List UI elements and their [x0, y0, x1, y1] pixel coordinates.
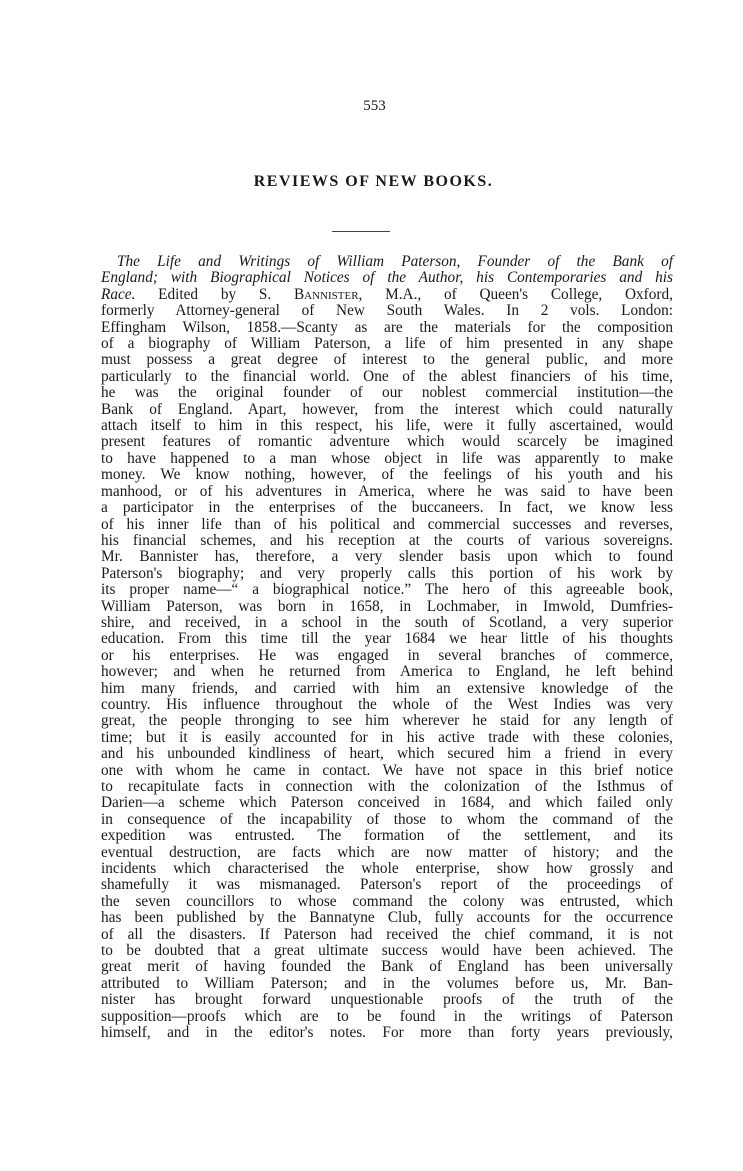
- text-line: [101, 287, 673, 303]
- text-line: [101, 631, 673, 647]
- book-title-italic: England; with Biographical Notices of the Author, his Contemporaries and his: [101, 269, 673, 287]
- text-line: [101, 877, 673, 893]
- text-line: [101, 533, 673, 549]
- text-run: money. We know nothing, however, of the feelings of his youth and his: [101, 466, 673, 484]
- text-run: one with whom he came in contact. We have not space in this brief notice: [101, 761, 673, 779]
- section-heading: REVIEWS OF NEW BOOKS.: [253, 173, 494, 190]
- text-run: great, the people thronging to see him wherever he staid for any length of: [101, 712, 673, 730]
- text-line: [101, 549, 673, 565]
- text-run: to have happened to a man whose object in life was apparently to make: [101, 449, 673, 467]
- text-line: [101, 434, 673, 450]
- text-run: of his inner life than of his political and commercial successes and reverses,: [101, 515, 673, 533]
- text-line: [101, 615, 673, 631]
- text-line: [101, 812, 673, 828]
- text-line: [101, 697, 673, 713]
- text-run: present features of romantic adventure which would scarcely be imagined: [101, 433, 673, 451]
- text-line: [101, 336, 673, 352]
- text-line: [101, 582, 673, 598]
- text-run: expedition was entrusted. The formation of the settlement, and its: [101, 827, 673, 845]
- text-run: Mr. Bannister has, therefore, a very slender basis upon which to found: [101, 548, 673, 566]
- review-body-text: [101, 254, 673, 1042]
- text-run: its proper name—“ a biographical notice.” The hero of this agreeable book,: [101, 581, 673, 599]
- text-line: [101, 402, 673, 418]
- text-line: [101, 451, 673, 467]
- text-line: [101, 713, 673, 729]
- text-line: [101, 484, 673, 500]
- text-run: he was the original founder of our noblest commercial institution—the: [101, 384, 673, 402]
- text-run: William Paterson, was born in 1658, in Lochmaber, in Imwold, Dumfries-: [101, 597, 673, 615]
- text-run: the seven councillors to whose command the colony was entrusted, which: [101, 892, 673, 910]
- text-run: supposition—proofs which are to be found in the writings of Paterson: [101, 1007, 673, 1025]
- text-line: [101, 517, 673, 533]
- divider-rule: [332, 231, 390, 232]
- text-run: to be doubted that a great ultimate success would have been achieved. The: [101, 942, 673, 960]
- text-line: [101, 500, 673, 516]
- book-title-italic: Race.: [101, 285, 136, 303]
- text-line: [101, 959, 673, 975]
- text-line: [101, 648, 673, 664]
- text-run: formerly Attorney-general of New South Wales. In 2 vols. London:: [101, 302, 673, 320]
- text-run: of a biography of William Paterson, a life of him presented in any shape: [101, 335, 673, 353]
- text-line: [101, 943, 673, 959]
- text-run: Paterson's biography; and very properly calls this portion of his work by: [101, 564, 673, 582]
- text-line: [101, 369, 673, 385]
- text-line: [101, 320, 673, 336]
- text-line: [101, 1009, 673, 1025]
- text-line: [101, 861, 673, 877]
- text-line: [101, 927, 673, 943]
- text-line: [101, 763, 673, 779]
- text-line: [101, 566, 673, 582]
- author-name: Bannister: [293, 285, 359, 303]
- text-line: [101, 730, 673, 746]
- text-line: [101, 746, 673, 762]
- text-run: has been published by the Bannatyne Club, fully accounts for the occurrence: [101, 909, 673, 927]
- text-line: [101, 270, 673, 286]
- text-line: [101, 467, 673, 483]
- text-line: [101, 910, 673, 926]
- text-run: education. From this time till the year 1684 we hear little of his thoughts: [101, 630, 673, 648]
- text-line: [101, 976, 673, 992]
- page-number: 553: [363, 98, 386, 114]
- text-run: him many friends, and carried with him an extensive knowledge of the: [101, 679, 673, 697]
- text-run: himself, and in the editor's notes. For more than forty years previously,: [101, 1024, 673, 1042]
- text-run: particularly to the financial world. One of the ablest financiers of his time,: [101, 367, 673, 385]
- text-run: , M.A., of Queen's College, Oxford,: [358, 285, 673, 303]
- text-run: Edited by S.: [135, 285, 294, 303]
- text-run: Effingham Wilson, 1858.—Scanty as are the materials for the composition: [101, 318, 673, 336]
- text-line: [101, 779, 673, 795]
- text-run: and his unbounded kindliness of heart, which secured him a friend in every: [101, 745, 673, 763]
- text-run: must possess a great degree of interest to the general public, and more: [101, 351, 673, 369]
- text-run: nister has brought forward unquestionable proofs of the truth of the: [101, 991, 673, 1009]
- text-run: incidents which characterised the whole enterprise, show how grossly and: [101, 860, 673, 878]
- text-run: manhood, or of his adventures in America, where he was said to have been: [101, 482, 673, 500]
- text-run: Bank of England. Apart, however, from the interest which could naturally: [101, 400, 673, 418]
- text-line: [101, 894, 673, 910]
- text-line: [101, 254, 673, 270]
- text-line: [101, 828, 673, 844]
- book-title-italic: The Life and Writings of William Paterson, Founder of the Bank of: [117, 253, 673, 270]
- text-run: in consequence of the incapability of those to whom the command of the: [101, 810, 673, 828]
- text-run: a participator in the enterprises of the buccaneers. In fact, we know less: [101, 499, 673, 517]
- text-run: however; and when he returned from America to England, he left behind: [101, 663, 673, 681]
- text-run: Darien—a scheme which Paterson conceived in 1684, and which failed only: [101, 794, 673, 812]
- text-run: time; but it is easily accounted for in his active trade with these colonies,: [101, 728, 673, 746]
- text-line: [101, 664, 673, 680]
- text-run: country. His influence throughout the whole of the West Indies was very: [101, 695, 673, 713]
- text-line: [101, 1025, 673, 1041]
- text-line: [101, 845, 673, 861]
- text-line: [101, 795, 673, 811]
- text-line: [101, 352, 673, 368]
- text-run: eventual destruction, are facts which are now matter of history; and the: [101, 843, 673, 861]
- text-run: his financial schemes, and his reception at the courts of various sovereigns.: [101, 531, 673, 549]
- text-line: [101, 599, 673, 615]
- text-run: attributed to William Paterson; and in the volumes before us, Mr. Ban-: [101, 974, 673, 992]
- text-run: shamefully it was mismanaged. Paterson's report of the proceedings of: [101, 876, 673, 894]
- text-run: attach itself to him in this respect, his life, were it fully ascertained, would: [101, 417, 673, 435]
- text-run: or his enterprises. He was engaged in several branches of commerce,: [101, 646, 673, 664]
- text-line: [101, 681, 673, 697]
- text-line: [101, 385, 673, 401]
- text-line: [101, 992, 673, 1008]
- text-run: of all the disasters. If Paterson had received the chief command, it is not: [101, 925, 673, 943]
- text-line: [101, 418, 673, 434]
- text-run: shire, and received, in a school in the south of Scotland, a very superior: [101, 613, 673, 631]
- text-line: [101, 303, 673, 319]
- text-run: to recapitulate facts in connection with the colonization of the Isthmus of: [101, 778, 673, 795]
- text-run: great merit of having founded the Bank of England has been universally: [101, 958, 673, 976]
